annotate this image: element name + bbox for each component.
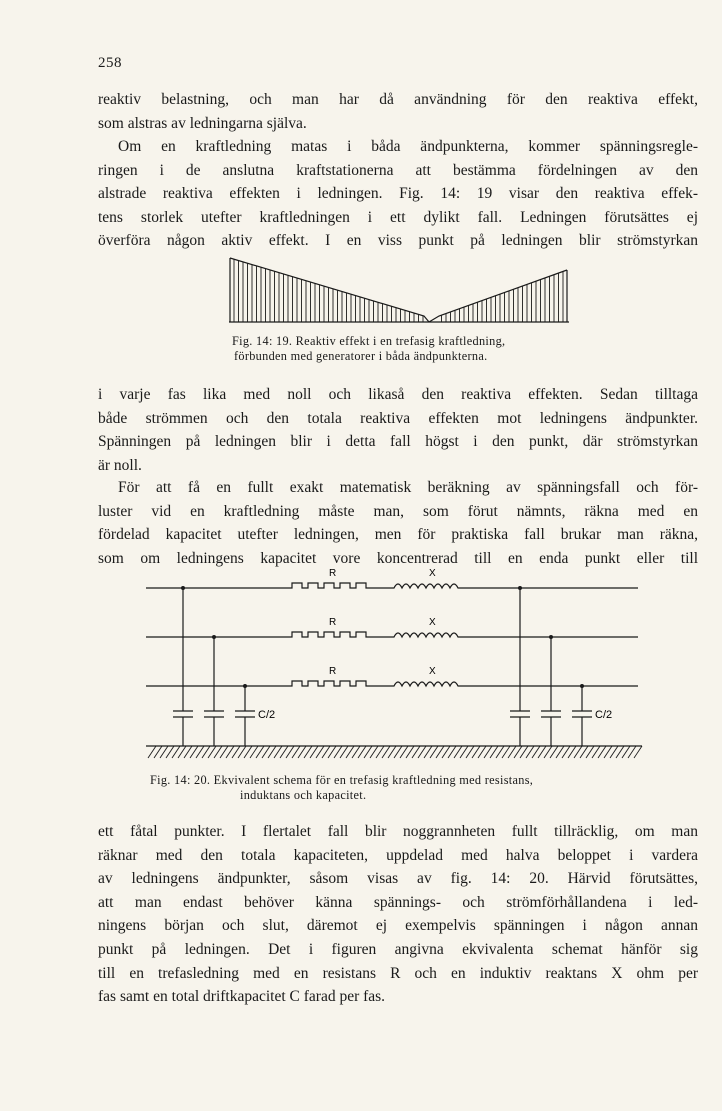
- text-line: luster vid en kraftledning måste man, som förut nämnts, räkna med en: [98, 502, 698, 520]
- resistor-1: [286, 583, 376, 588]
- text-line: ningens början och slut, däremot ej exempelvis spänningen i någon annan: [98, 917, 698, 935]
- text-line: ringen i de anslutna kraftstationerna att bestämma fördelningen av den: [98, 161, 698, 179]
- text-line: överföra någon aktiv effekt. I en viss punkt på ledningen blir strömstyrkan: [98, 232, 698, 250]
- left-envelope: [230, 258, 429, 322]
- reactive-power-figure: [229, 256, 571, 326]
- text-line: reaktiv belastning, och man har då användning för den reaktiva effekt,: [98, 91, 698, 108]
- paragraph-4: [98, 476, 698, 570]
- reactance-label-2: X: [429, 617, 436, 628]
- paragraph-2: [98, 135, 698, 253]
- text-line: som alstras av ledningarna själva.: [98, 114, 307, 132]
- ground-hatching: [148, 746, 642, 758]
- paragraph-3: [98, 383, 698, 477]
- inductor-1: [376, 584, 468, 588]
- inductor-2: [376, 633, 468, 637]
- paragraph-1: [98, 88, 698, 135]
- page-number: 258: [98, 55, 122, 71]
- left-hatching: [234, 259, 423, 322]
- reactance-label-3: X: [429, 666, 436, 677]
- resistance-label-1: R: [329, 568, 337, 579]
- text-line: är noll.: [98, 456, 142, 474]
- text-line: räknar med den totala kapaciteten, uppdelad med halva beloppet i vardera: [98, 846, 698, 864]
- right-hatching: [442, 271, 564, 322]
- text-line: till en trefasledning med en resistans R och en induktiv reaktans X ohm per: [98, 964, 698, 982]
- resistor-3: [286, 681, 376, 686]
- caption-line: Fig. 14: 19. Reaktiv effekt i en trefasig kraftledning,: [232, 334, 506, 348]
- text-line: att man endast behöver känna spännings- och strömförhållandena i led-: [98, 893, 698, 911]
- capacitance-label-left: C/2: [258, 709, 276, 721]
- text-line: i varje fas lika med noll och likaså den reaktiva effekten. Sedan tilltaga: [98, 386, 698, 403]
- fig20-caption: [150, 773, 670, 803]
- reactance-label-1: X: [429, 568, 436, 579]
- text-line: Om en kraftledning matas i båda ändpunkterna, kommer spänningsregle-: [118, 138, 698, 155]
- text-line: punkt på ledningen. Det i figuren angivna ekvivalenta schemat hänför sig: [98, 940, 698, 958]
- capacitance-label-right: C/2: [595, 709, 613, 721]
- text-line: Spänningen på ledningen blir i detta fall högst i den punkt, där strömstyrkan: [98, 433, 698, 451]
- caption-line: Fig. 14: 20. Ekvivalent schema för en trefasig kraftledning med resistans,: [150, 773, 534, 787]
- text-line: alstrade reaktiva effekten i ledningen. Fig. 14: 19 visar den reaktiva effek-: [98, 185, 698, 203]
- caption-line: förbunden med generatorer i båda ändpunkterna.: [234, 349, 488, 363]
- text-line: tens storlek utefter kraftledningen i ett dylikt fall. Ledningen förutsättes ej: [98, 208, 698, 226]
- resistance-label-2: R: [329, 617, 337, 628]
- text-line: både strömmen och den totala reaktiva effekten mot ledningens ändpunkter.: [98, 409, 698, 427]
- text-line: fas samt en total driftkapacitet C farad per fas.: [98, 988, 386, 1006]
- caption-line: induktans och kapacitet.: [240, 788, 367, 802]
- text-line: För att få en fullt exakt matematisk beräkning av spänningsfall och för-: [118, 479, 698, 496]
- text-line: fördelad kapacitet utefter ledningen, men för praktiska fall brukar man räkna,: [98, 526, 698, 544]
- text-line: ett fåtal punkter. I flertalet fall blir noggrannheten fullt tillräcklig, om man: [98, 823, 698, 840]
- paragraph-5: [98, 820, 698, 1009]
- right-envelope: [429, 270, 567, 322]
- resistor-2: [286, 632, 376, 637]
- resistance-label-3: R: [329, 666, 337, 677]
- text-line: av ledningens ändpunkter, såsom visas av fig. 14: 20. Härvid förutsättes,: [98, 870, 698, 888]
- fig19-caption: [232, 334, 592, 364]
- equivalent-circuit-figure: [146, 560, 646, 770]
- text-line: som om ledningens kapacitet vore koncentrerad till en enda punkt eller till: [98, 549, 698, 567]
- inductor-3: [376, 682, 468, 686]
